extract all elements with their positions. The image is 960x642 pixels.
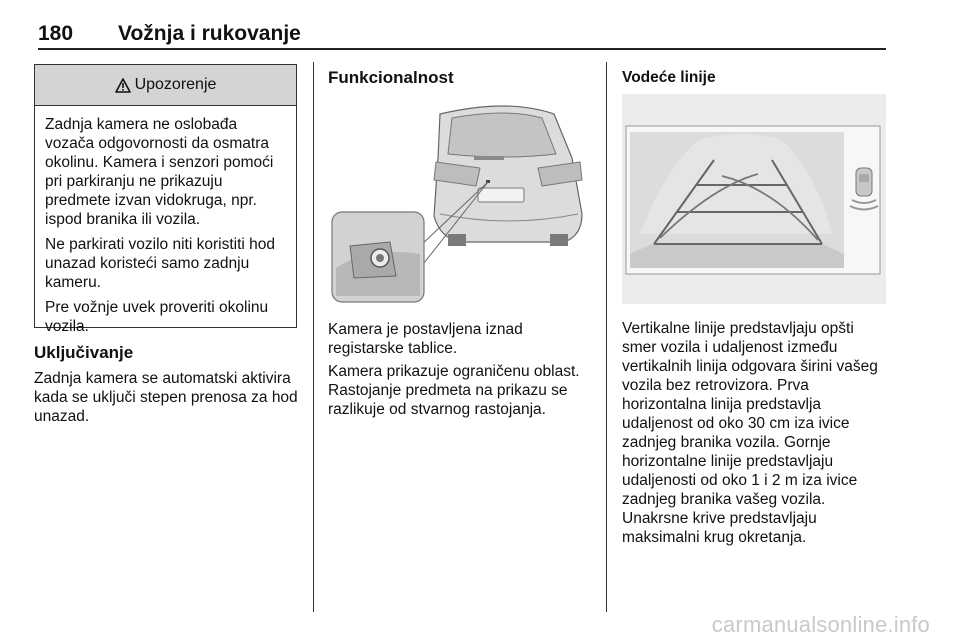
warning-box xyxy=(34,64,297,335)
activation-text: Zadnja kamera se automatski aktivira kada se uključi stepen prenosa za hod unazad. xyxy=(34,370,298,425)
warning-paragraph: Zadnja kamera ne oslobađa vozača odgovornosti da osmatra okolinu. Kamera i senzori pomoći pri parkiranju ne prikazuju predmete izvan vidokruga, npr. ispod branika ili vozila. xyxy=(45,116,274,228)
rear-camera-illustration xyxy=(328,96,592,306)
column-divider xyxy=(313,62,314,612)
functionality-paragraph: Kamera prikazuje ograničenu oblast. Rastojanje predmeta na prikazu se razlikuje od stvarnog rastojanja. xyxy=(328,363,580,418)
warning-body xyxy=(35,106,296,336)
page-number: 180 xyxy=(38,22,74,45)
warning-paragraph: Ne parkirati vozilo niti koristiti hod unazad koristeći samo zadnju kameru. xyxy=(45,236,276,291)
page-header xyxy=(38,14,886,48)
watermark: carmanualsonline.info xyxy=(711,612,930,637)
guidelines-illustration xyxy=(622,94,886,304)
warning-header xyxy=(35,65,296,106)
functionality-heading: Funkcionalnost xyxy=(328,68,454,87)
functionality-paragraph: Kamera je postavljena iznad registarske tablice. xyxy=(328,321,523,357)
functionality-text xyxy=(328,320,596,423)
warning-title: Upozorenje xyxy=(134,76,217,93)
warning-paragraph: Pre vožnje uvek proveriti okolinu vozila. xyxy=(45,299,269,335)
warning-triangle-icon xyxy=(115,78,131,93)
activation-heading: Uključivanje xyxy=(34,343,134,362)
header-rule xyxy=(38,48,886,50)
column-divider xyxy=(606,62,607,612)
guidelines-heading: Vodeće linije xyxy=(622,69,716,86)
guidelines-text: Vertikalne linije predstavljaju opšti smer vozila i udaljenost između vertikalnih linija odgovara širini vašeg vozila bez retrovizora. Prva horizontalna linija predstavlja udaljenost od oko 30 cm iza ivice zadnjeg branika vozila. Gornje horizontalne linije predstavljaju udaljenosti od oko 1 i 2 m iza ivice zadnjeg branika vašeg vozila. Unakrsne krive predstavljaju maksimalni krug okretanja. xyxy=(622,320,878,546)
section-title: Vožnja i rukovanje xyxy=(118,22,301,45)
